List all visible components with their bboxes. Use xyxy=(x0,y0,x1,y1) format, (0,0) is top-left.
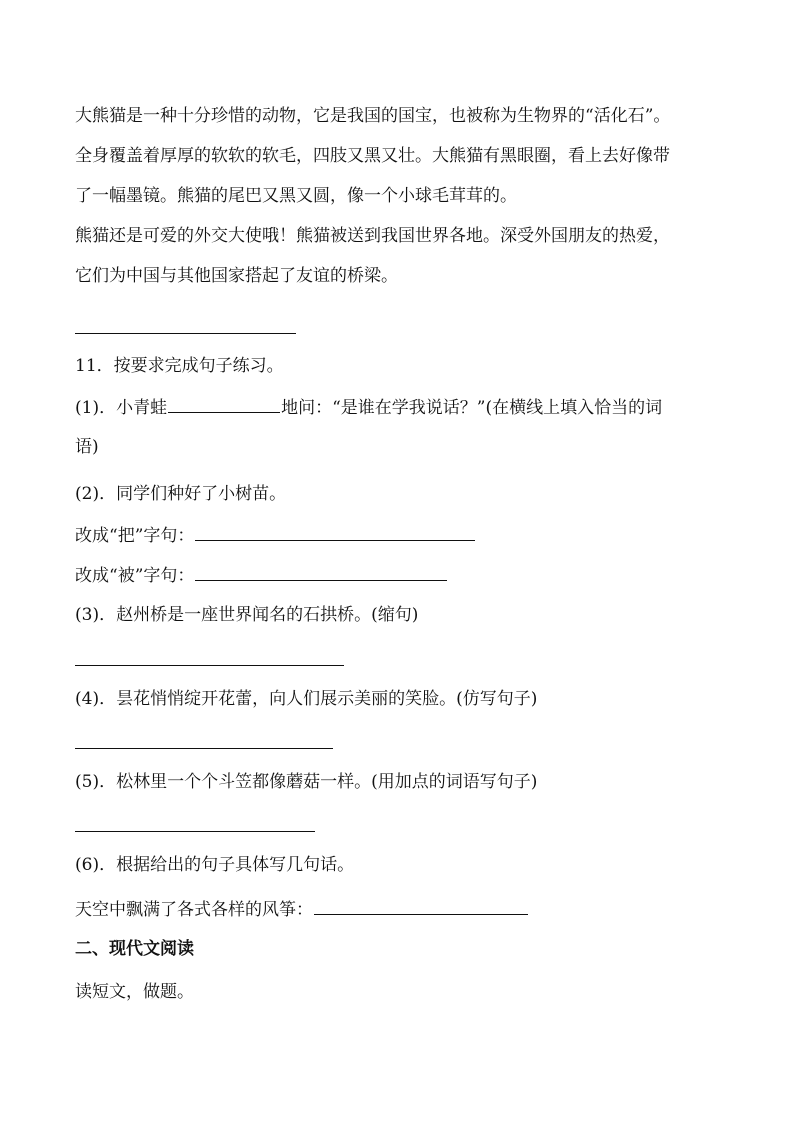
section-2-instruction: 读短文，做题。 xyxy=(75,982,194,1002)
passage-line-2: 全身覆盖着厚厚的软软的软毛，四肢又黑又壮。大熊猫有黑眼圈，看上去好像带 xyxy=(75,146,670,166)
passage-line-4: 熊猫还是可爱的外交大使哦！熊猫被送到我国世界各地。深受外国朋友的热爱， xyxy=(75,226,670,246)
ba-answer-line[interactable] xyxy=(195,523,475,541)
passage-line-5: 它们为中国与其他国家搭起了友谊的桥梁。 xyxy=(75,266,398,286)
question-11-5: (5)．松林里一个个斗笠都像蘑菇一样。(用加点的词语写句子) xyxy=(75,772,538,792)
question-11-4: (4)．昙花悄悄绽开花蕾，向人们展示美丽的笑脸。(仿写句子) xyxy=(75,689,538,709)
question-11-3: (3)．赵州桥是一座世界闻名的石拱桥。(缩句) xyxy=(75,605,419,625)
ba-label: 改成“把”字句： xyxy=(75,526,195,546)
question-11-title: 11．按要求完成句子练习。 xyxy=(75,356,284,376)
question-11-1-cont: 语) xyxy=(75,437,99,457)
bei-label: 改成“被”字句： xyxy=(75,566,195,586)
question-11-2-bei xyxy=(75,563,448,588)
answer-line-5[interactable] xyxy=(75,831,315,832)
kite-answer-line[interactable] xyxy=(314,897,528,915)
question-11-1 xyxy=(75,395,662,420)
answer-line-passage[interactable] xyxy=(75,333,296,334)
question-11-2-ba xyxy=(75,523,476,548)
question-11-1-prefix: (1)．小青蛙 xyxy=(75,398,168,418)
kite-sentence-label: 天空中飘满了各式各样的风筝： xyxy=(75,900,313,920)
question-11-1-suffix: 地问：“是谁在学我说话？”(在横线上填入恰当的词 xyxy=(281,398,663,418)
passage-line-1: 大熊猫是一种十分珍惜的动物，它是我国的国宝，也被称为生物界的“活化石”。 xyxy=(75,106,671,126)
fill-blank-1[interactable] xyxy=(168,395,280,413)
question-11-6-sentence xyxy=(75,897,529,922)
section-2-title: 二、现代文阅读 xyxy=(75,939,194,959)
answer-line-4[interactable] xyxy=(75,748,333,749)
passage-line-3: 了一幅墨镜。熊猫的尾巴又黑又圆，像一个小球毛茸茸的。 xyxy=(75,186,517,206)
bei-answer-line[interactable] xyxy=(195,563,447,581)
question-11-2: (2)．同学们种好了小树苗。 xyxy=(75,484,287,504)
answer-line-3[interactable] xyxy=(75,665,344,666)
question-11-6: (6)．根据给出的句子具体写几句话。 xyxy=(75,855,355,875)
